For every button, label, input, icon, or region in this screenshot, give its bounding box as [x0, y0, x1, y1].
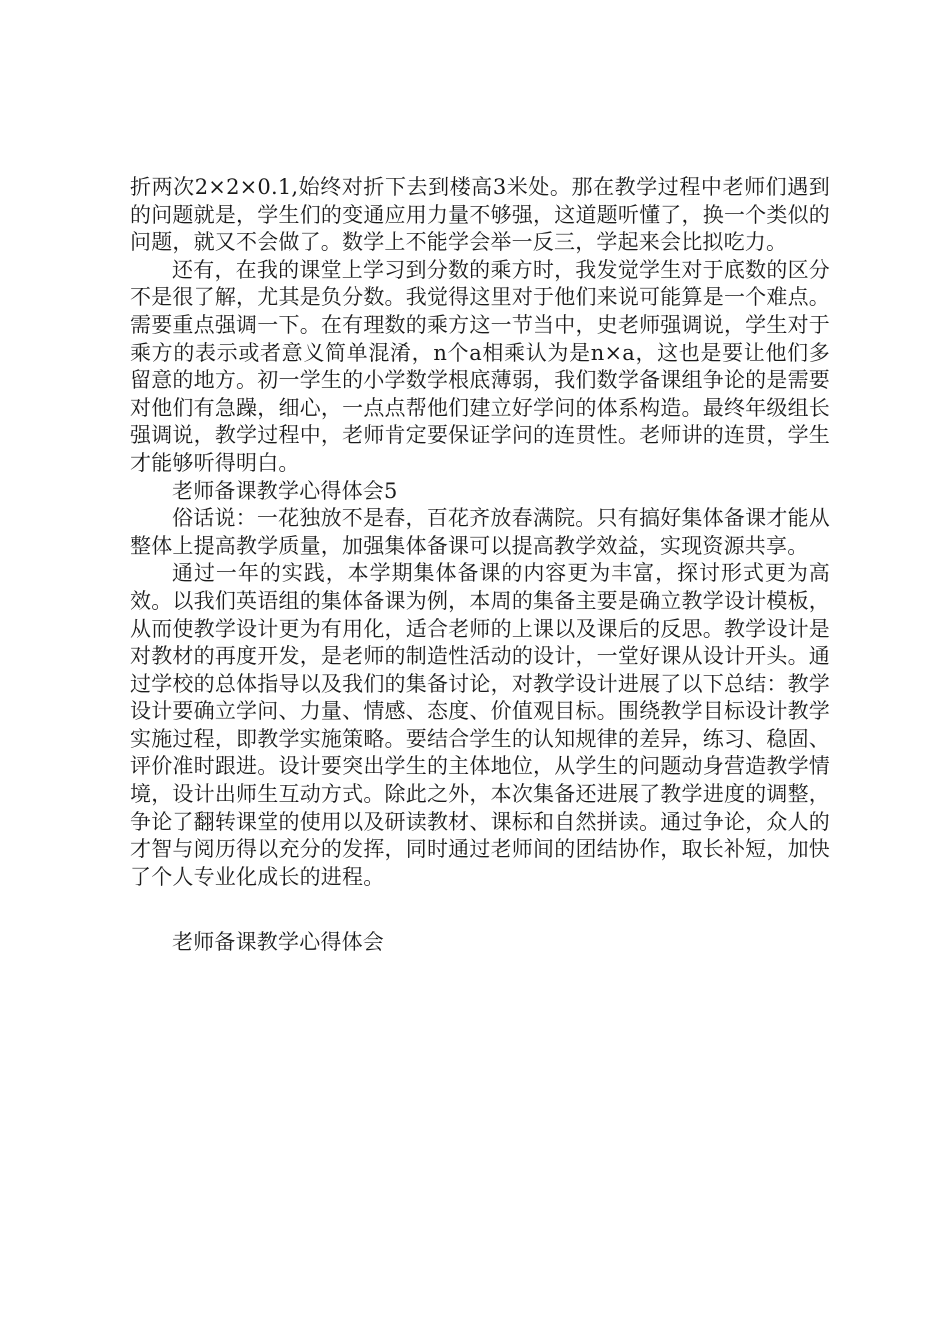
paragraph-fraction-powers: 还有，在我的课堂上学习到分数的乘方时，我发觉学生对于底数的区分不是很了解，尤其是负分数。我觉得这里对于他们来说可能算是一个难点。需要重点强调一下。在有理数的乘方这一节当中，史老师强调说，学生对于乘方的表示或者意义简单混淆，n个a相乘认为是n×a，这也是要让他们多留意的地方。初一学生的小学数学根底薄弱，我们数学备课组争论的是需要对他们有急躁，细心，一点点帮他们建立好学问的体系构造。最终年级组长强调说，教学过程中，老师肯定要保证学问的连贯性。老师讲的连贯，学生才能够听得明白。: [130, 257, 830, 475]
section-heading-5: 老师备课教学心得体会5: [172, 478, 398, 503]
paragraph-collective-lesson-prep: 通过一年的实践，本学期集体备课的内容更为丰富，探讨形式更为高效。以我们英语组的集体备课为例，本周的集备主要是确立教学设计模板，从而使教学设计更为有用化，适合老师的上课以及课后的反思。教学设计是对教材的再度开发，是老师的制造性活动的设计，一堂好课从设计开头。通过学校的总体指导以及我们的集备讨论，对教学设计进展了以下总结：教学设计要确立学问、力量、情感、态度、价值观目标。围绕教学目标设计教学实施过程，即教学实施策略。要结合学生的认知规律的差异，练习、稳固、评价准时跟进。设计要突出学生的主体地位，从学生的问题动身营造教学情境，设计出师生互动方式。除此之外，本次集备还进展了教学进度的调整，争论了翻转课堂的使用以及研读教材、课标和自然拼读。通过争论，众人的才智与阅历得以充分的发挥，同时通过老师间的团结协作，取长补短，加快了个人专业化成长的进程。: [130, 561, 830, 889]
document-body: [130, 174, 830, 957]
paragraph-continuation: 折两次2×2×0.1,始终对折下去到楼高3米处。那在教学过程中老师们遇到的问题就是，学生们的变通应用力量不够强，这道题听懂了，换一个类似的问题，就又不会做了。数学上不能学会举一反三，学起来会比拟吃力。: [130, 175, 830, 255]
footer-title: 老师备课教学心得体会: [172, 930, 384, 955]
section-spacer: [130, 891, 830, 929]
paragraph-proverb: 俗话说：一花独放不是春，百花齐放春满院。只有搞好集体备课才能从整体上提高教学质量，加强集体备课可以提高教学效益，实现资源共享。: [130, 506, 830, 558]
